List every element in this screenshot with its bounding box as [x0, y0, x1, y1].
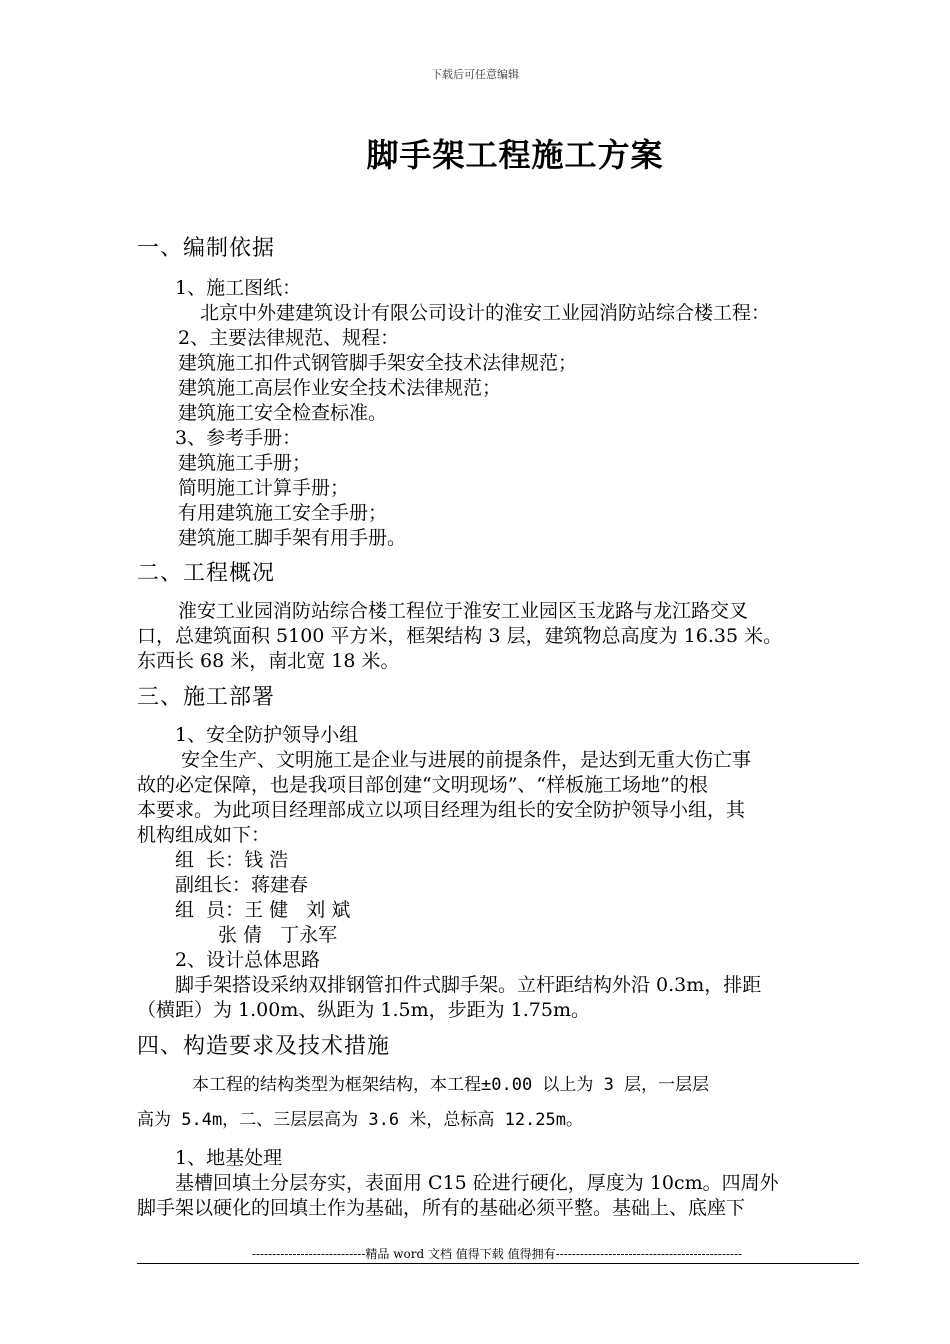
manual-line: 建筑施工脚手架有用手册。: [178, 527, 407, 549]
paragraph-line: 基槽回填土分层夯实，表面用 C15 砼进行硬化，厚度为 10cm。四周外: [175, 1172, 779, 1194]
paragraph-line: （横距）为 1.00m、纵距为 1.5m，步距为 1.75m。: [137, 999, 590, 1021]
section-heading-3: 三、施工部署: [137, 685, 276, 710]
manual-line: 建筑施工手册；: [178, 452, 312, 474]
footer-note: ----------------------------精品 word 文档 值得下载 值得拥有----------------------------------------------: [251, 1247, 743, 1261]
group-members-cont: 张 倩 丁永军: [218, 924, 338, 946]
group-leader: 组 长：钱 浩: [175, 849, 289, 871]
regulation-line: 建筑施工扣件式钢管脚手架安全技术法律规范；: [178, 352, 578, 374]
group-members: 组 员：王 健 刘 斌: [175, 899, 351, 921]
paragraph-line: 安全生产、文明施工是企业与进展的前提条件，是达到无重大伤亡事: [181, 749, 752, 771]
section-heading-4: 四、构造要求及技术措施: [137, 1034, 391, 1059]
paragraph-line: 高为 5.4m，二、三层层高为 3.6 米，总标高 12.25m。: [137, 1110, 583, 1130]
group-deputy: 副组长：蒋建春: [175, 874, 309, 896]
paragraph-line: 东西长 68 米，南北宽 18 米。: [137, 650, 400, 672]
paragraph-line: 本工程的结构类型为框架结构，本工程±0.00 以上为 3 层，一层层: [192, 1075, 710, 1095]
item-safety-group: 1、安全防护领导小组: [175, 724, 359, 746]
paragraph-line: 脚手架以硬化的回填土作为基础，所有的基础必须平整。基础上、底座下: [137, 1197, 746, 1219]
manual-line: 简明施工计算手册；: [178, 477, 350, 499]
regulation-line: 建筑施工高层作业安全技术法律规范；: [178, 377, 502, 399]
paragraph-line: 故的必定保障，也是我项目部创建“文明现场”、“样板施工场地”的根: [137, 774, 708, 796]
section-heading-2: 二、工程概况: [137, 561, 276, 586]
item-regulations: 2、主要法律规范、规程：: [178, 327, 400, 349]
header-note: 下载后可任意编辑: [431, 68, 519, 81]
item-foundation: 1、地基处理: [175, 1147, 283, 1169]
paragraph-line: 淮安工业园消防站综合楼工程位于淮安工业园区玉龙路与龙江路交叉: [178, 600, 749, 622]
item-drawings: 1、施工图纸：: [175, 277, 302, 299]
paragraph-line: 机构组成如下：: [137, 824, 271, 846]
paragraph-line: 口，总建筑面积 5100 平方米，框架结构 3 层，建筑物总高度为 16.35 米。: [137, 625, 783, 647]
item-drawings-text: 北京中外建建筑设计有限公司设计的淮安工业园消防站综合楼工程：: [200, 302, 771, 324]
item-manuals: 3、参考手册：: [175, 427, 302, 449]
paragraph-line: 本要求。为此项目经理部成立以项目经理为组长的安全防护领导小组，其: [137, 799, 746, 821]
paragraph-line: 脚手架搭设采纳双排钢管扣件式脚手架。立杆距结构外沿 0.3m，排距: [175, 974, 762, 996]
item-design-approach: 2、设计总体思路: [175, 949, 321, 971]
footer-divider: [137, 1263, 859, 1264]
regulation-line: 建筑施工安全检查标准。: [178, 402, 388, 424]
document-title: 脚手架工程施工方案: [366, 136, 664, 174]
section-heading-1: 一、编制依据: [137, 236, 276, 261]
manual-line: 有用建筑施工安全手册；: [178, 502, 388, 524]
